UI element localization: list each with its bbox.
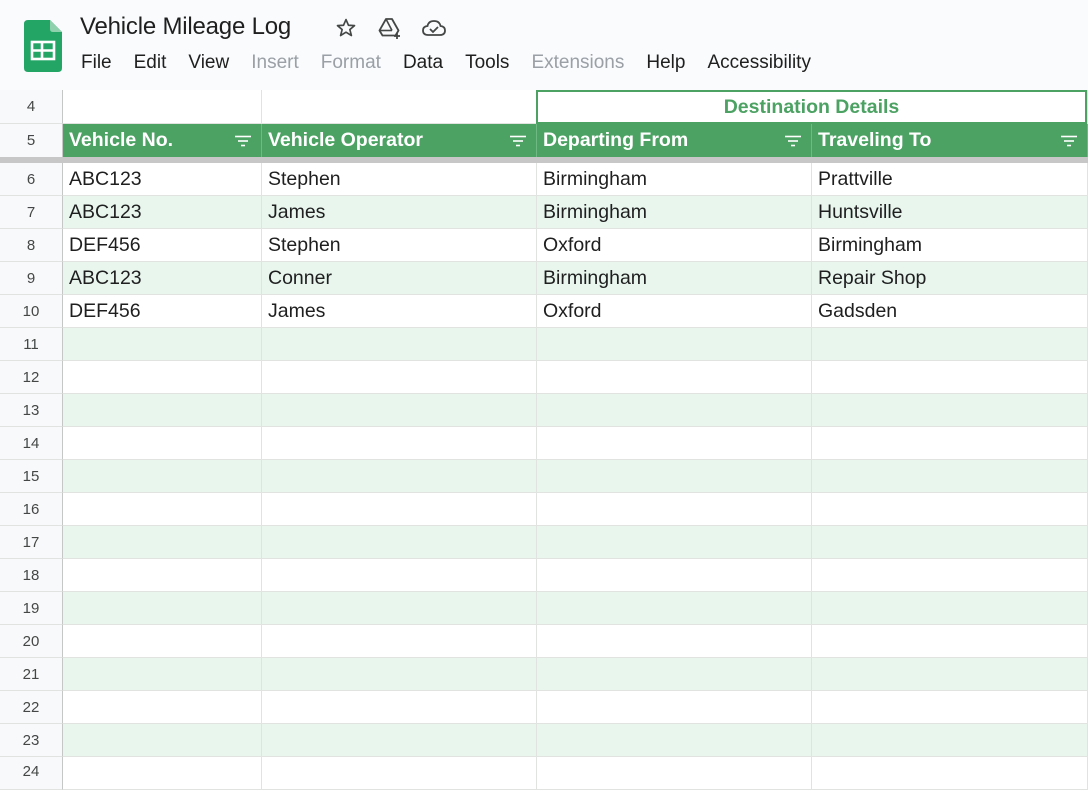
sheets-logo-icon[interactable] [24,20,62,72]
spreadsheet-grid [0,90,1088,780]
destination-details-header[interactable]: Destination Details [536,90,1087,124]
row-number[interactable]: 6 [0,163,63,196]
table-row [0,757,1088,790]
menu-view[interactable]: View [188,52,230,73]
title-actions [334,16,446,40]
cell[interactable] [537,526,812,559]
cell[interactable]: Conner [262,262,537,295]
cell[interactable] [537,625,812,658]
table-row [0,328,1088,361]
table-row [0,229,1088,262]
cell[interactable] [262,625,537,658]
column-header-traveling-to[interactable] [812,124,1088,157]
cell[interactable]: DEF456 [63,229,262,262]
cell[interactable] [812,361,1088,394]
table-row [0,724,1088,757]
cell[interactable] [812,559,1088,592]
table-row [0,295,1088,328]
cell[interactable] [63,361,262,394]
table-row [0,625,1088,658]
menu-insert[interactable]: Insert [251,52,299,73]
cell[interactable] [812,460,1088,493]
table-row [0,163,1088,196]
table-row [0,460,1088,493]
row-number[interactable]: 4 [0,90,63,124]
row-number[interactable]: 24 [0,757,63,790]
cell[interactable] [262,658,537,691]
cell[interactable]: James [262,295,537,328]
table-row [0,394,1088,427]
cell[interactable] [63,691,262,724]
table-row [0,262,1088,295]
cell[interactable] [262,559,537,592]
menu-extensions[interactable]: Extensions [531,52,625,73]
cell[interactable] [537,493,812,526]
cell[interactable] [537,757,812,790]
menu-accessibility[interactable]: Accessibility [707,52,811,73]
menu-file[interactable]: File [81,52,112,73]
filter-icon[interactable] [1059,133,1079,149]
row-number[interactable]: 9 [0,262,63,295]
cell[interactable] [63,328,262,361]
row-number[interactable]: 19 [0,592,63,625]
cell[interactable] [537,328,812,361]
row-number[interactable]: 15 [0,460,63,493]
column-header-vehicle-no[interactable] [63,124,262,157]
cell[interactable] [262,361,537,394]
cell[interactable]: Birmingham [537,196,812,229]
table-row [0,691,1088,724]
column-header-vehicle-operator[interactable] [262,124,537,157]
cell[interactable]: Repair Shop [812,262,1088,295]
table-row [0,361,1088,394]
cell[interactable] [812,658,1088,691]
menu-tools[interactable]: Tools [465,52,510,73]
menu-data[interactable]: Data [402,52,444,73]
cell[interactable] [812,493,1088,526]
menu-help[interactable]: Help [646,52,686,73]
cell[interactable] [537,427,812,460]
cell[interactable]: Birmingham [812,229,1088,262]
column-header-label: Departing From [543,129,689,151]
cell[interactable] [812,526,1088,559]
cell[interactable]: James [262,196,537,229]
menu-edit[interactable]: Edit [133,52,167,73]
cell[interactable]: Stephen [262,229,537,262]
table-row [0,592,1088,625]
table-row [0,196,1088,229]
cell[interactable] [63,757,262,790]
cell[interactable] [537,724,812,757]
filter-icon[interactable] [783,133,803,149]
cell[interactable]: DEF456 [63,295,262,328]
cell[interactable] [262,493,537,526]
row-number[interactable]: 23 [0,724,63,757]
cell[interactable] [63,526,262,559]
cell[interactable]: Prattville [812,163,1088,196]
table-row [0,559,1088,592]
cell[interactable]: Stephen [262,163,537,196]
cell[interactable] [812,724,1088,757]
table-row [0,427,1088,460]
cell[interactable]: Oxford [537,229,812,262]
cell[interactable] [262,394,537,427]
row-number[interactable]: 8 [0,229,63,262]
cell[interactable] [63,493,262,526]
cell[interactable] [262,592,537,625]
filter-icon[interactable] [233,133,253,149]
row-number[interactable]: 5 [0,124,63,157]
column-header-label: Traveling To [818,129,932,151]
row-number[interactable]: 20 [0,625,63,658]
table-row [0,526,1088,559]
cell[interactable] [63,559,262,592]
cell[interactable] [63,394,262,427]
cell[interactable] [63,427,262,460]
cell[interactable]: ABC123 [63,163,262,196]
cell[interactable]: Oxford [537,295,812,328]
cell[interactable] [812,757,1088,790]
cell[interactable] [537,691,812,724]
cell[interactable] [812,691,1088,724]
row-number[interactable]: 7 [0,196,63,229]
cell[interactable] [537,361,812,394]
table-row [0,493,1088,526]
menu-format[interactable]: Format [320,52,381,73]
cell[interactable]: Birmingham [537,163,812,196]
cell[interactable]: Huntsville [812,196,1088,229]
top-bar [0,0,1088,90]
cell[interactable] [537,559,812,592]
cell[interactable] [63,460,262,493]
cell[interactable] [262,427,537,460]
cell[interactable] [262,90,537,124]
menu-bar [70,50,822,76]
row-number[interactable]: 22 [0,691,63,724]
column-header-departing-from[interactable] [537,124,812,157]
cloud-saved-icon[interactable] [422,16,446,40]
star-icon[interactable] [334,16,358,40]
column-header-label: Vehicle Operator [268,129,423,151]
row-number[interactable]: 21 [0,658,63,691]
filter-icon[interactable] [508,133,528,149]
cell[interactable] [262,757,537,790]
move-to-drive-icon[interactable] [378,16,402,40]
cell[interactable] [63,658,262,691]
cell[interactable] [63,625,262,658]
cell[interactable] [262,691,537,724]
cell[interactable] [537,394,812,427]
header-row [0,124,1088,157]
cell[interactable] [812,625,1088,658]
cell[interactable] [262,328,537,361]
cell[interactable] [63,592,262,625]
cell[interactable] [537,460,812,493]
cell[interactable] [812,394,1088,427]
table-row [0,658,1088,691]
cell[interactable] [63,90,262,124]
cell[interactable] [262,526,537,559]
cell[interactable] [262,724,537,757]
row-number[interactable]: 13 [0,394,63,427]
row-number[interactable]: 12 [0,361,63,394]
document-title[interactable]: Vehicle Mileage Log [80,13,292,40]
row-number[interactable]: 11 [0,328,63,361]
cell[interactable] [63,724,262,757]
cell[interactable] [537,658,812,691]
row-number[interactable]: 14 [0,427,63,460]
cell[interactable]: Gadsden [812,295,1088,328]
cell[interactable]: ABC123 [63,196,262,229]
row-number[interactable]: 18 [0,559,63,592]
row-number[interactable]: 10 [0,295,63,328]
column-header-label: Vehicle No. [69,129,174,151]
row-number[interactable]: 17 [0,526,63,559]
cell[interactable] [812,592,1088,625]
cell[interactable]: Birmingham [537,262,812,295]
cell[interactable] [537,592,812,625]
cell[interactable] [812,427,1088,460]
cell[interactable]: ABC123 [63,262,262,295]
cell[interactable] [812,328,1088,361]
cell[interactable] [262,460,537,493]
row-number[interactable]: 16 [0,493,63,526]
